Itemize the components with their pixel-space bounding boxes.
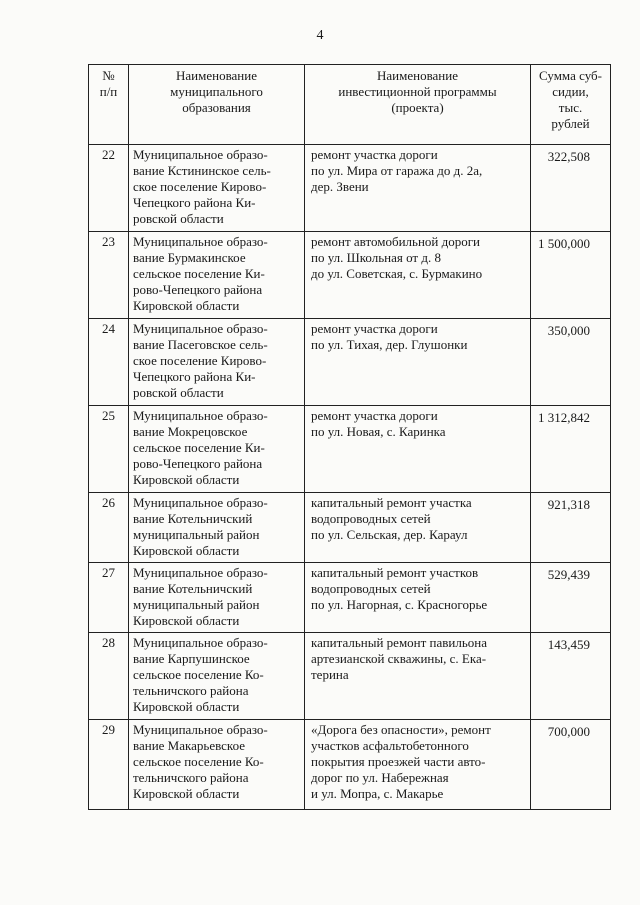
municipality-line: вание Котельничский — [133, 511, 253, 526]
municipality-cell — [129, 720, 305, 810]
header-line: муниципального — [170, 84, 263, 99]
header-sum — [531, 65, 611, 145]
program-line: покрытия проезжей части авто- — [311, 754, 486, 769]
municipality-line: вание Котельничский — [133, 581, 253, 596]
program-line: капитальный ремонт участков — [311, 565, 479, 580]
municipality-line: тельничского района — [133, 683, 249, 698]
municipality-cell — [129, 319, 305, 406]
program-line: терина — [311, 667, 349, 682]
program-cell — [305, 720, 531, 810]
municipality-line: ское поселение Кирово- — [133, 353, 267, 368]
municipality-line: Кировской области — [133, 613, 240, 628]
program-line: ремонт участка дороги — [311, 147, 438, 162]
table-row — [89, 563, 611, 633]
municipality-line: вание Бурмакинское — [133, 250, 246, 265]
program-line: по ул. Школьная от д. 8 — [311, 250, 441, 265]
row-number: 22 — [89, 145, 129, 232]
municipality-line: вание Мокрецовское — [133, 424, 248, 439]
municipality-cell — [129, 493, 305, 563]
program-cell — [305, 563, 531, 633]
sum-cell: 700,000 — [531, 720, 611, 810]
header-line: образования — [182, 100, 251, 115]
sum-cell: 350,000 — [531, 319, 611, 406]
row-number: 23 — [89, 232, 129, 319]
program-cell — [305, 493, 531, 563]
program-line: по ул. Новая, с. Каринка — [311, 424, 446, 439]
header-line: рублей — [551, 116, 590, 131]
program-line: по ул. Сельская, дер. Караул — [311, 527, 468, 542]
municipality-line: рово-Чепецкого района — [133, 456, 263, 471]
header-line: инвестиционной программы — [338, 84, 497, 99]
subsidy-table — [88, 64, 611, 810]
header-row — [89, 65, 611, 145]
program-line: по ул. Мира от гаража до д. 2а, — [311, 163, 483, 178]
municipality-line: тельничского района — [133, 770, 249, 785]
table-row — [89, 319, 611, 406]
municipality-line: сельское поселение Ки- — [133, 266, 265, 281]
program-line: ремонт участка дороги — [311, 408, 438, 423]
sum-cell: 143,459 — [531, 633, 611, 720]
municipality-line: Кировской области — [133, 543, 240, 558]
municipality-line: Кировской области — [133, 298, 240, 313]
row-number: 29 — [89, 720, 129, 810]
municipality-line: Чепецкого района Ки- — [133, 195, 256, 210]
municipality-line: ровской области — [133, 211, 224, 226]
municipality-line: ское поселение Кирово- — [133, 179, 267, 194]
municipality-line: вание Макарьевское — [133, 738, 246, 753]
row-number: 28 — [89, 633, 129, 720]
table-row — [89, 493, 611, 563]
table-row — [89, 145, 611, 232]
municipality-line: Муниципальное образо- — [133, 722, 268, 737]
program-cell — [305, 232, 531, 319]
page-number: 4 — [316, 28, 324, 43]
municipality-line: Кировской области — [133, 472, 240, 487]
header-line: Наименование — [176, 68, 257, 83]
header-line: Сумма суб- — [539, 68, 602, 83]
table-row — [89, 633, 611, 720]
program-cell — [305, 633, 531, 720]
header-municipality — [129, 65, 305, 145]
program-line: ремонт автомобильной дороги — [311, 234, 481, 249]
municipality-line: Кировской области — [133, 786, 240, 801]
header-line: Наименование — [377, 68, 458, 83]
row-number: 24 — [89, 319, 129, 406]
program-line: артезианской скважины, с. Ека- — [311, 651, 487, 666]
municipality-line: ровской области — [133, 385, 224, 400]
row-number: 25 — [89, 406, 129, 493]
municipality-line: сельское поселение Ко- — [133, 754, 264, 769]
municipality-cell — [129, 232, 305, 319]
municipality-cell — [129, 563, 305, 633]
municipality-line: Муниципальное образо- — [133, 234, 268, 249]
header-line: сидии, — [552, 84, 589, 99]
municipality-line: вание Карпушинское — [133, 651, 250, 666]
program-line: ремонт участка дороги — [311, 321, 438, 336]
program-line: дорог по ул. Набережная — [311, 770, 449, 785]
municipality-line: сельское поселение Ко- — [133, 667, 264, 682]
municipality-line: Муниципальное образо- — [133, 408, 268, 423]
program-line: капитальный ремонт участка — [311, 495, 472, 510]
program-line: и ул. Мопра, с. Макарье — [311, 786, 444, 801]
program-line: до ул. Советская, с. Бурмакино — [311, 266, 483, 281]
sum-cell: 1 500,000 — [531, 232, 611, 319]
municipality-cell — [129, 633, 305, 720]
program-cell — [305, 319, 531, 406]
header-line: № — [102, 68, 115, 83]
municipality-line: Кировской области — [133, 699, 240, 714]
table-row — [89, 406, 611, 493]
header-line: п/п — [99, 84, 118, 99]
program-line: по ул. Тихая, дер. Глушонки — [311, 337, 468, 352]
municipality-line: вание Кстининское сель- — [133, 163, 271, 178]
header-line: (проекта) — [391, 100, 444, 115]
header-line: тыс. — [558, 100, 583, 115]
municipality-cell — [129, 145, 305, 232]
header-number — [89, 65, 129, 145]
header-program — [305, 65, 531, 145]
program-line: по ул. Нагорная, с. Красногорье — [311, 597, 488, 612]
municipality-line: Муниципальное образо- — [133, 321, 268, 336]
program-line: участков асфальтобетонного — [311, 738, 469, 753]
program-line: дер. Звени — [311, 179, 369, 194]
row-number: 26 — [89, 493, 129, 563]
table-row — [89, 232, 611, 319]
row-number: 27 — [89, 563, 129, 633]
municipality-line: Муниципальное образо- — [133, 565, 268, 580]
sum-cell: 921,318 — [531, 493, 611, 563]
program-line: «Дорога без опасности», ремонт — [311, 722, 491, 737]
program-line: капитальный ремонт павильона — [311, 635, 488, 650]
sum-cell: 529,439 — [531, 563, 611, 633]
municipality-line: муниципальный район — [133, 597, 260, 612]
municipality-line: Муниципальное образо- — [133, 495, 268, 510]
municipality-line: сельское поселение Ки- — [133, 440, 265, 455]
sum-cell: 1 312,842 — [531, 406, 611, 493]
program-line: водопроводных сетей — [311, 581, 431, 596]
municipality-line: Муниципальное образо- — [133, 147, 268, 162]
municipality-line: рово-Чепецкого района — [133, 282, 263, 297]
program-cell — [305, 145, 531, 232]
municipality-line: Чепецкого района Ки- — [133, 369, 256, 384]
program-cell — [305, 406, 531, 493]
municipality-line: Муниципальное образо- — [133, 635, 268, 650]
sum-cell: 322,508 — [531, 145, 611, 232]
municipality-line: муниципальный район — [133, 527, 260, 542]
table-row — [89, 720, 611, 810]
municipality-cell — [129, 406, 305, 493]
program-line: водопроводных сетей — [311, 511, 431, 526]
municipality-line: вание Пасеговское сель- — [133, 337, 268, 352]
